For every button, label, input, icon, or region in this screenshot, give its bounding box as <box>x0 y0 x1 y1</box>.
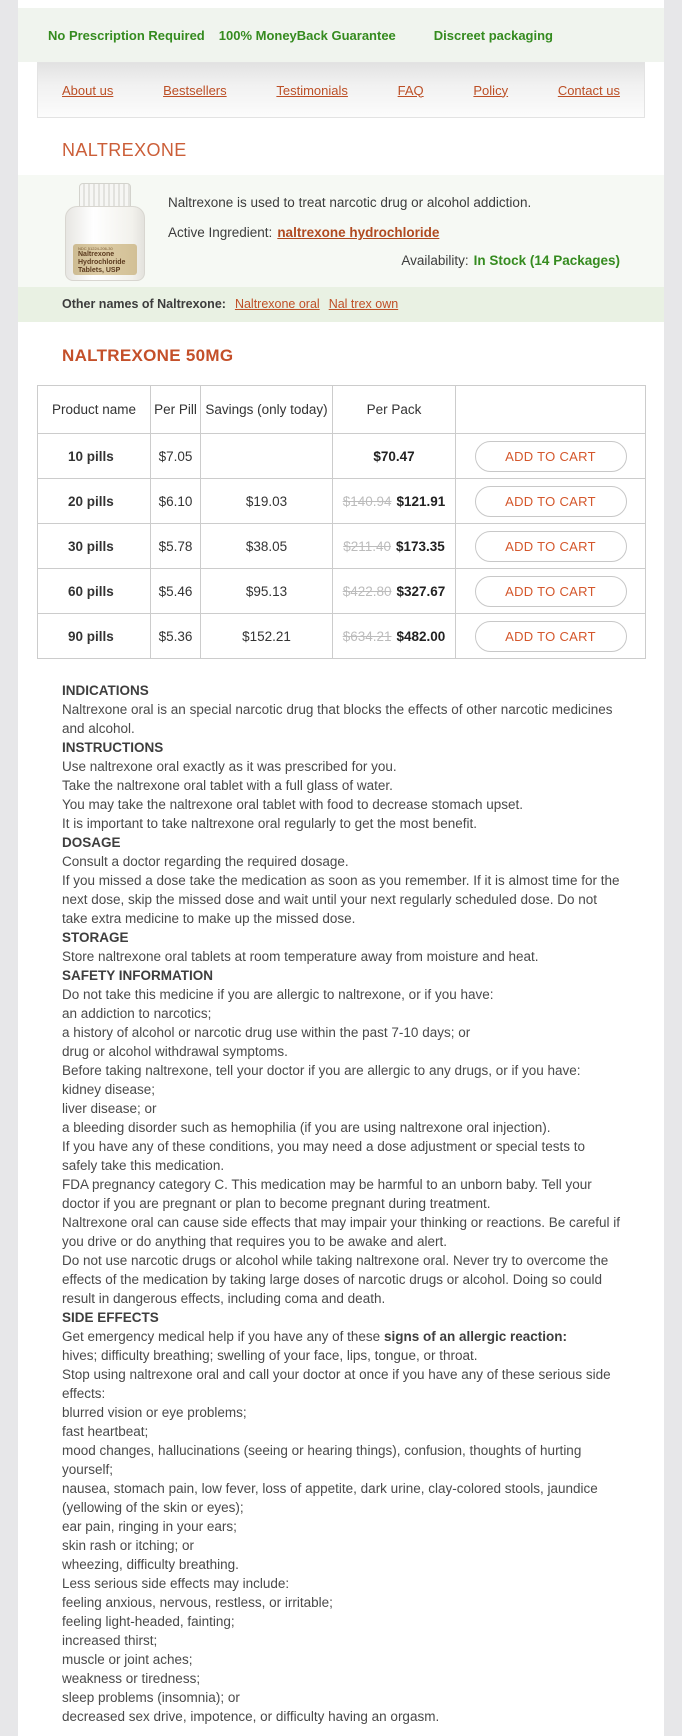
nav-link-policy[interactable]: Policy <box>473 82 509 98</box>
nav-link-about-us[interactable]: About us <box>62 82 114 98</box>
other-names-strip <box>18 287 664 322</box>
pack-size-cell: 20 pills <box>38 479 151 524</box>
info-section-lines <box>62 852 624 928</box>
per-pack-cell <box>333 524 456 569</box>
per-pill-cell: $6.10 <box>151 479 201 524</box>
availability-row <box>168 253 620 268</box>
pack-size-cell: 90 pills <box>38 614 151 659</box>
info-line: mood changes, hallucinations (seeing or hearing things), confusion, thoughts of hurting yourself; <box>62 1443 582 1477</box>
pricing-table <box>37 385 646 659</box>
per-pack-cell <box>333 614 456 659</box>
col-header-product-name: Product name <box>38 386 151 434</box>
bottle-cap-graphic <box>79 183 131 208</box>
old-price: $140.94 <box>342 493 392 509</box>
info-line: Before taking naltrexone, tell your doctor if you are allergic to any drugs, or if you have: <box>62 1063 581 1078</box>
info-line: wheezing, difficulty breathing. <box>62 1557 239 1572</box>
pack-price: $173.35 <box>396 538 445 554</box>
col-header-savings: Savings (only today) <box>201 386 333 434</box>
cart-cell <box>456 614 646 659</box>
nav-link-testimonials[interactable]: Testimonials <box>276 82 348 98</box>
bottle-label <box>73 244 137 275</box>
table-row <box>38 479 646 524</box>
bottle-ndc-text: NDC 51224-206-30 <box>78 246 113 251</box>
info-line: ear pain, ringing in your ears; <box>62 1519 237 1534</box>
add-to-cart-button[interactable]: ADD TO CART <box>475 441 627 472</box>
cart-cell <box>456 434 646 479</box>
info-line: Less serious side effects may include: <box>62 1576 290 1591</box>
table-row <box>38 524 646 569</box>
info-section <box>62 738 624 833</box>
info-section <box>62 681 624 738</box>
product-summary: Naltrexone is used to treat narcotic drug or alcohol addiction. <box>168 195 532 210</box>
per-pack-cell <box>333 434 456 479</box>
col-header-empty <box>456 386 646 434</box>
per-pill-cell: $5.36 <box>151 614 201 659</box>
info-section-lines <box>62 985 624 1308</box>
info-line: If you have any of these conditions, you may need a dose adjustment or special tests to safely take this medication. <box>62 1139 586 1173</box>
info-line: hives; difficulty breathing; swelling of your face, lips, tongue, or throat. <box>62 1348 478 1363</box>
info-section-heading: DOSAGE <box>62 835 121 850</box>
info-section-heading: STORAGE <box>62 930 129 945</box>
info-line: Do not take this medicine if you are allergic to naltrexone, or if you have: <box>62 987 494 1002</box>
table-row <box>38 614 646 659</box>
pricing-header-row <box>38 386 646 434</box>
add-to-cart-button[interactable]: ADD TO CART <box>475 486 627 517</box>
promo-text: Discreet packaging <box>433 27 553 43</box>
col-header-per-pack: Per Pack <box>333 386 456 434</box>
info-section-lines <box>62 700 624 738</box>
info-line: Do not use narcotic drugs or alcohol while taking naltrexone oral. Never try to overcome the effects of the medication by taking large doses of narcotic drugs or alcohol. Doing so could result in dangerous effects, including coma and death. <box>62 1253 609 1306</box>
pack-price: $327.67 <box>396 583 446 599</box>
info-line <box>62 1327 624 1346</box>
info-line: a history of alcohol or narcotic drug use within the past 7-10 days; or <box>62 1025 471 1040</box>
promo-text: 100% MoneyBack Guarantee <box>218 27 396 43</box>
product-image <box>62 183 148 281</box>
info-line: Use naltrexone oral exactly as it was prescribed for you. <box>62 759 397 774</box>
availability-status: In Stock (14 Packages) <box>473 253 620 268</box>
savings-cell: $152.21 <box>201 614 333 659</box>
info-section-heading: INDICATIONS <box>62 683 149 698</box>
per-pill-cell: $5.78 <box>151 524 201 569</box>
availability-label: Availability: <box>401 253 469 268</box>
add-to-cart-button[interactable]: ADD TO CART <box>475 576 627 607</box>
main-nav <box>37 62 645 118</box>
info-line: Take the naltrexone oral tablet with a full glass of water. <box>62 778 393 793</box>
bottle-body-graphic <box>65 206 145 281</box>
info-section-lines <box>62 757 624 833</box>
active-ingredient-link[interactable]: naltrexone hydrochloride <box>277 225 440 240</box>
bottle-name-text: Naltrexone <box>78 251 115 258</box>
savings-cell: $38.05 <box>201 524 333 569</box>
nav-link-bestsellers[interactable]: Bestsellers <box>163 82 227 98</box>
savings-cell: $95.13 <box>201 569 333 614</box>
info-line: weakness or tiredness; <box>62 1671 201 1686</box>
info-section-lines <box>62 947 624 966</box>
savings-cell <box>201 434 333 479</box>
old-price: $211.40 <box>343 538 391 554</box>
info-section <box>62 833 624 928</box>
other-name-link[interactable]: Nal trex own <box>328 297 399 311</box>
info-line: decreased sex drive, impotence, or difficulty having an orgasm. <box>62 1709 440 1724</box>
info-section-heading: INSTRUCTIONS <box>62 740 164 755</box>
info-line: kidney disease; <box>62 1082 156 1097</box>
active-ingredient-row <box>168 225 620 240</box>
info-line: liver disease; or <box>62 1101 157 1116</box>
promo-text: No Prescription Required <box>48 27 205 43</box>
info-line: feeling light-headed, fainting; <box>62 1614 235 1629</box>
info-line: sleep problems (insomnia); or <box>62 1690 240 1705</box>
promo-bar <box>18 8 664 62</box>
active-ingredient-label: Active Ingredient: <box>168 225 273 240</box>
info-line: It is important to take naltrexone oral regularly to get the most benefit. <box>62 816 477 831</box>
drug-info <box>62 681 624 1726</box>
other-names-label: Other names of Naltrexone: <box>62 297 226 311</box>
info-line: feeling anxious, nervous, restless, or irritable; <box>62 1595 333 1610</box>
info-line: You may take the naltrexone oral tablet with food to decrease stomach upset. <box>62 797 524 812</box>
pack-size-cell: 60 pills <box>38 569 151 614</box>
product-panel <box>18 175 664 287</box>
page-title: NALTREXONE <box>62 140 187 160</box>
per-pack-cell <box>333 569 456 614</box>
info-line: an addiction to narcotics; <box>62 1006 212 1021</box>
pack-price: $121.91 <box>396 493 446 509</box>
table-row <box>38 434 646 479</box>
info-line: Consult a doctor regarding the required dosage. <box>62 854 349 869</box>
info-section <box>62 1308 624 1726</box>
info-section-heading: SIDE EFFECTS <box>62 1310 159 1325</box>
table-row <box>38 569 646 614</box>
pack-size-cell: 10 pills <box>38 434 151 479</box>
info-line: nausea, stomach pain, low fever, loss of appetite, dark urine, clay-colored stools, jaundice (yellowing of the skin or eyes); <box>62 1481 598 1515</box>
page-card <box>18 0 664 1736</box>
info-line-text: Get emergency medical help if you have any of these <box>62 1329 384 1344</box>
cart-cell <box>456 479 646 524</box>
dosage-section-title: NALTREXONE 50MG <box>62 346 234 365</box>
info-line: If you missed a dose take the medication as soon as you remember. If it is almost time for the next dose, skip the missed dose and wait until your next regularly scheduled dose. Do not take extra medicine to make up the missed dose. <box>62 873 620 926</box>
cart-cell <box>456 569 646 614</box>
col-header-per-pill: Per Pill <box>151 386 201 434</box>
info-line: fast heartbeat; <box>62 1424 149 1439</box>
info-line: a bleeding disorder such as hemophilia (if you are using naltrexone oral injection). <box>62 1120 551 1135</box>
info-section-lines <box>62 1327 624 1726</box>
nav-link-contact-us[interactable]: Contact us <box>557 82 620 98</box>
info-section-heading: SAFETY INFORMATION <box>62 968 213 983</box>
add-to-cart-button[interactable]: ADD TO CART <box>475 621 627 652</box>
pack-size-cell: 30 pills <box>38 524 151 569</box>
old-price: $422.80 <box>342 583 392 599</box>
info-section <box>62 966 624 1308</box>
info-line: Stop using naltrexone oral and call your doctor at once if you have any of these serious side effects: <box>62 1367 611 1401</box>
other-name-link[interactable]: Naltrexone oral <box>234 297 320 311</box>
add-to-cart-button[interactable]: ADD TO CART <box>475 531 627 562</box>
per-pill-cell: $5.46 <box>151 569 201 614</box>
info-line: Naltrexone oral is an special narcotic drug that blocks the effects of other narcotic medicines and alcohol. <box>62 702 613 736</box>
product-info <box>148 183 620 281</box>
bottle-name-text: Tablets, USP <box>78 267 121 274</box>
cart-cell <box>456 524 646 569</box>
bottle-name-text: Hydrochloride <box>78 259 126 266</box>
nav-link-faq[interactable]: FAQ <box>397 82 424 98</box>
info-section <box>62 928 624 966</box>
per-pill-cell: $7.05 <box>151 434 201 479</box>
info-line: Store naltrexone oral tablets at room temperature away from moisture and heat. <box>62 949 539 964</box>
pack-price: $482.00 <box>396 628 446 644</box>
savings-cell: $19.03 <box>201 479 333 524</box>
info-line: drug or alcohol withdrawal symptoms. <box>62 1044 288 1059</box>
info-line-bold-text: signs of an allergic reaction: <box>383 1329 567 1344</box>
other-names-links <box>226 297 398 311</box>
old-price: $634.21 <box>342 628 392 644</box>
info-line: Naltrexone oral can cause side effects that may impair your thinking or reactions. Be careful if you drive or do anything that requires you to be awake and alert. <box>62 1215 621 1249</box>
pack-price: $70.47 <box>373 448 415 464</box>
info-line: FDA pregnancy category C. This medication may be harmful to an unborn baby. Tell your doctor if you are pregnant or plan to become pregnant during treatment. <box>62 1177 592 1211</box>
info-line: skin rash or itching; or <box>62 1538 195 1553</box>
info-line: blurred vision or eye problems; <box>62 1405 247 1420</box>
info-line: increased thirst; <box>62 1633 158 1648</box>
per-pack-cell <box>333 479 456 524</box>
info-line: muscle or joint aches; <box>62 1652 193 1667</box>
